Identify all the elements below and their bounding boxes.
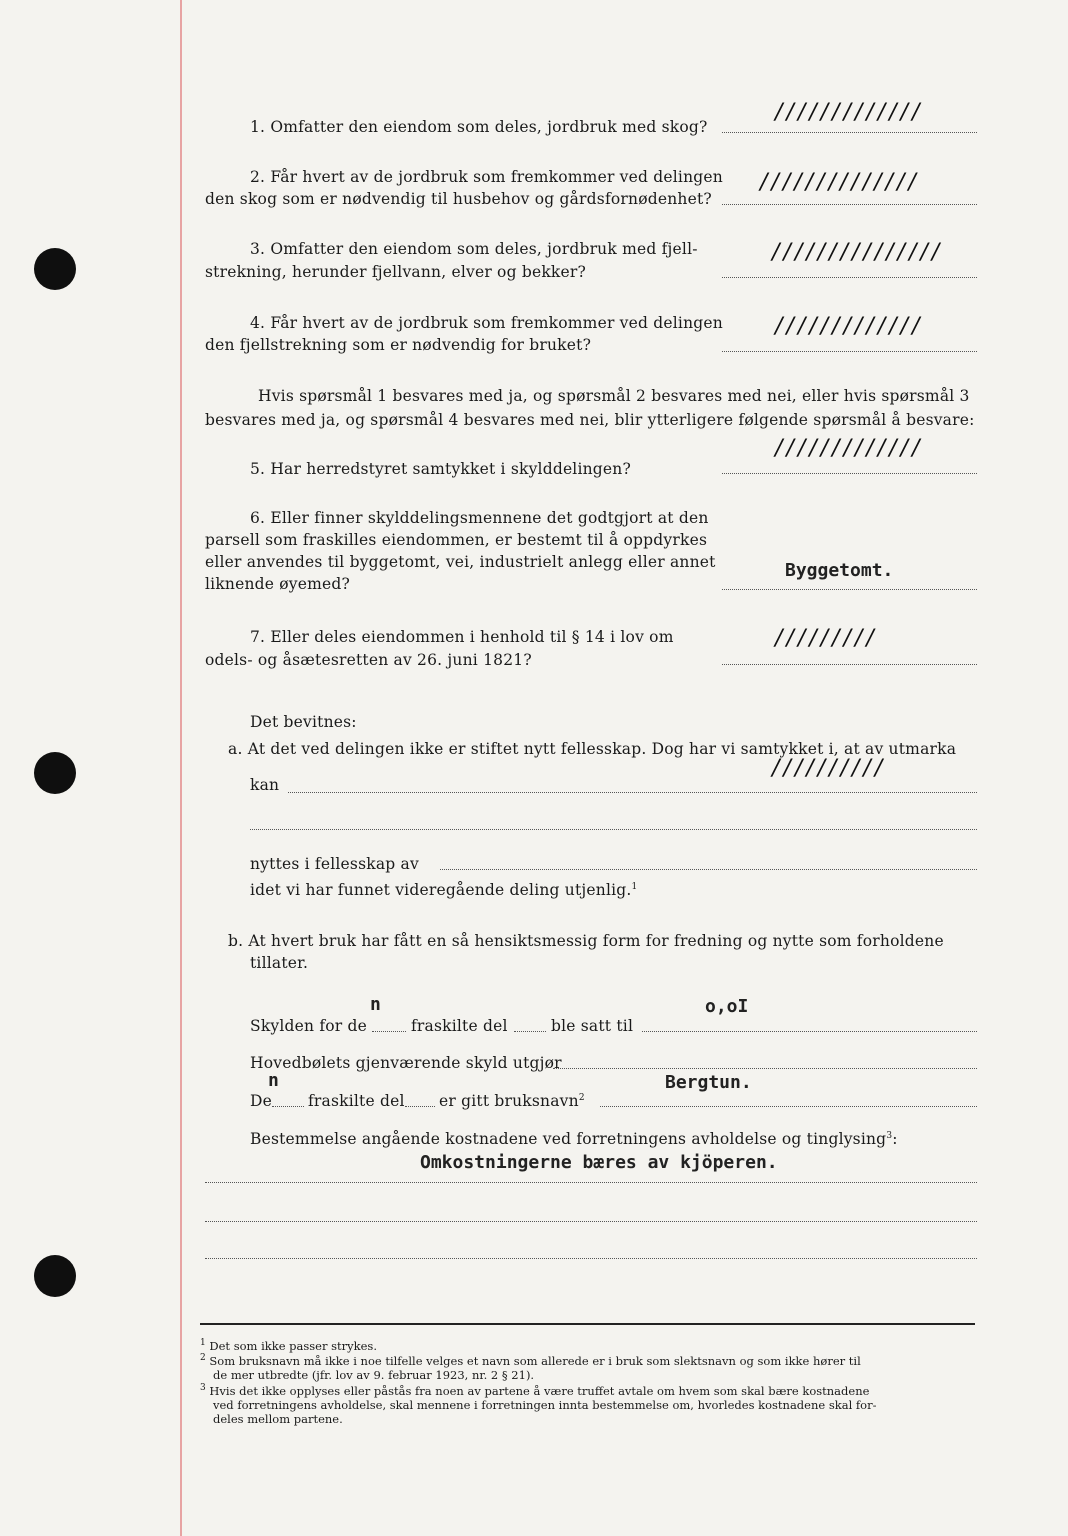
q6-text-line2: parsell som fraskilles eiendommen, er bestemt til å oppdyrkes	[205, 531, 708, 549]
bruksnavn-value: Bergtun.	[665, 1072, 752, 1093]
margin-line	[180, 0, 182, 1536]
q1-text: 1. Omfatter den eiendom som deles, jordbruk med skog?	[250, 118, 708, 136]
punch-hole-bottom	[34, 1255, 76, 1297]
q4-answer: /////////////	[775, 314, 924, 339]
q3-answer: ///////////////	[772, 240, 944, 265]
hovedbol-line	[553, 1068, 977, 1069]
skyld-value: o,oI	[705, 996, 749, 1017]
q5-answer: /////////////	[775, 436, 924, 461]
q2-text-line1: 2. Får hvert av de jordbruk som fremkommer ved delingen	[250, 168, 723, 186]
kostnader-line-3	[205, 1258, 977, 1259]
q6-answer-line	[722, 589, 977, 590]
footnote-2-line1	[200, 1355, 861, 1369]
q4-answer-line	[722, 351, 977, 352]
bruksnavn-label-gitt	[439, 1090, 585, 1112]
kostnader-colon: :	[892, 1130, 898, 1148]
kostnader-answer: Omkostningerne bæres av kjöperen.	[420, 1152, 778, 1173]
q4-text-line2: den fjellstrekning som er nødvendig for bruket?	[205, 336, 592, 354]
conditional-line2: besvares med ja, og spørsmål 4 besvares med nei, blir ytterligere følgende spørsmål å besvare:	[205, 411, 975, 429]
punch-hole-top	[34, 248, 76, 290]
q7-answer-line	[722, 664, 977, 665]
attest-a-nyttes: nyttes i fellesskap av	[250, 855, 419, 873]
punch-hole-middle	[34, 752, 76, 794]
q2-answer-line	[722, 204, 977, 205]
footnote-3-line2: ved forretningens avholdelse, skal mennene i forretningen innta bestemmelse om, hvorledes kostnadene skal for-	[213, 1398, 877, 1412]
footnote-ref-2: 2	[578, 1092, 585, 1103]
bruksnavn-line	[600, 1106, 977, 1107]
attest-a-kan: kan	[250, 776, 280, 794]
hovedbol-label: Hovedbølets gjenværende skyld utgjør	[250, 1054, 562, 1072]
q4-text-line1: 4. Får hvert av de jordbruk som fremkommer ved delingen	[250, 314, 723, 332]
attest-a-idet	[250, 879, 637, 901]
bruksnavn-label-fraskilte: fraskilte del	[308, 1092, 405, 1110]
skyld-value-line	[642, 1031, 977, 1032]
bruksnavn-label-gitt-text: er gitt bruksnavn	[439, 1092, 579, 1110]
conditional-line1: Hvis spørsmål 1 besvares med ja, og spørsmål 2 besvares med nei, eller hvis spørsmål 3	[258, 387, 970, 405]
footnote-3-number: 3	[200, 1383, 206, 1394]
q1-answer: /////////////	[775, 100, 924, 125]
q6-text-line1: 6. Eller finner skylddelingsmennene det godtgjort at den	[250, 509, 709, 527]
attest-a-answer: //////////	[772, 756, 887, 781]
footnote-1-text: Det som ikke passer strykes.	[209, 1339, 377, 1353]
skyld-handwritten-n2: n	[268, 1070, 279, 1091]
skyld-handwritten-n1: n	[370, 994, 381, 1015]
q6-text-line3: eller anvendes til byggetomt, vei, industrielt anlegg eller annet	[205, 553, 716, 571]
footnote-2-text-a: Som bruksnavn må ikke i noe tilfelle velges et navn som allerede er i bruk som slektsnavn og som ikke hører til	[209, 1354, 861, 1368]
skyld-label-satt: ble satt til	[551, 1017, 634, 1035]
footnote-ref-1: 1	[631, 881, 638, 892]
q3-text-line1: 3. Omfatter den eiendom som deles, jordbruk med fjell-	[250, 240, 698, 258]
bruksnavn-blank-2	[405, 1106, 435, 1107]
attest-b-line1: b. At hvert bruk har fått en så hensiktsmessig form for fredning og nytte som forholdene	[228, 932, 944, 950]
skyld-blank-1	[372, 1031, 406, 1032]
bruksnavn-blank-1	[272, 1106, 304, 1107]
kostnader-label-text: Bestemmelse angående kostnadene ved forretningens avholdelse og tinglysing	[250, 1130, 887, 1148]
skyld-blank-2	[514, 1031, 546, 1032]
attest-heading: Det bevitnes:	[250, 713, 357, 731]
q5-answer-line	[722, 473, 977, 474]
bruksnavn-label-de: De	[250, 1092, 273, 1110]
footnote-1-number: 1	[200, 1338, 206, 1349]
footnote-ref-3: 3	[886, 1130, 893, 1141]
kostnader-line-1	[205, 1182, 977, 1183]
attest-a-line1: a. At det ved delingen ikke er stiftet nytt fellesskap. Dog har vi samtykket i, at av utmarka	[228, 740, 957, 758]
q6-answer: Byggetomt.	[785, 560, 894, 581]
attest-a-kan-line	[288, 792, 977, 793]
kostnader-label	[250, 1128, 898, 1150]
attest-b-line2: tillater.	[250, 954, 309, 972]
attest-a-extra-line	[250, 829, 977, 830]
footnote-1	[200, 1340, 377, 1354]
attest-a-idet-text: idet vi har funnet videregående deling utjenlig.	[250, 881, 632, 899]
footnote-2-number: 2	[200, 1353, 206, 1364]
q2-answer: //////////////	[760, 170, 920, 195]
attest-a-nyttes-line	[440, 869, 977, 870]
q5-text: 5. Har herredstyret samtykket i skylddelingen?	[250, 460, 631, 478]
footnote-3-text-a: Hvis det ikke opplyses eller påstås fra noen av partene å være truffet avtale om hvem som skal bære kostnadene	[209, 1384, 870, 1398]
q3-answer-line	[722, 277, 977, 278]
kostnader-line-2	[205, 1221, 977, 1222]
footnote-2-line2: de mer utbredte (jfr. lov av 9. februar 1923, nr. 2 § 21).	[213, 1368, 535, 1382]
skyld-label-skylden: Skylden for de	[250, 1017, 368, 1035]
q7-text-line1: 7. Eller deles eiendommen i henhold til § 14 i lov om	[250, 628, 674, 646]
skyld-label-fraskilte: fraskilte del	[411, 1017, 508, 1035]
q2-text-line2: den skog som er nødvendig til husbehov og gårdsfornødenhet?	[205, 190, 712, 208]
q7-text-line2: odels- og åsætesretten av 26. juni 1821?	[205, 651, 532, 669]
footnote-3-line1	[200, 1385, 869, 1399]
q3-text-line2: strekning, herunder fjellvann, elver og bekker?	[205, 263, 587, 281]
q1-answer-line	[722, 132, 977, 133]
q6-text-line4: liknende øyemed?	[205, 575, 351, 593]
footnote-3-line3: deles mellom partene.	[213, 1412, 343, 1426]
footnote-rule	[200, 1323, 975, 1325]
q7-answer: /////////	[775, 626, 878, 651]
